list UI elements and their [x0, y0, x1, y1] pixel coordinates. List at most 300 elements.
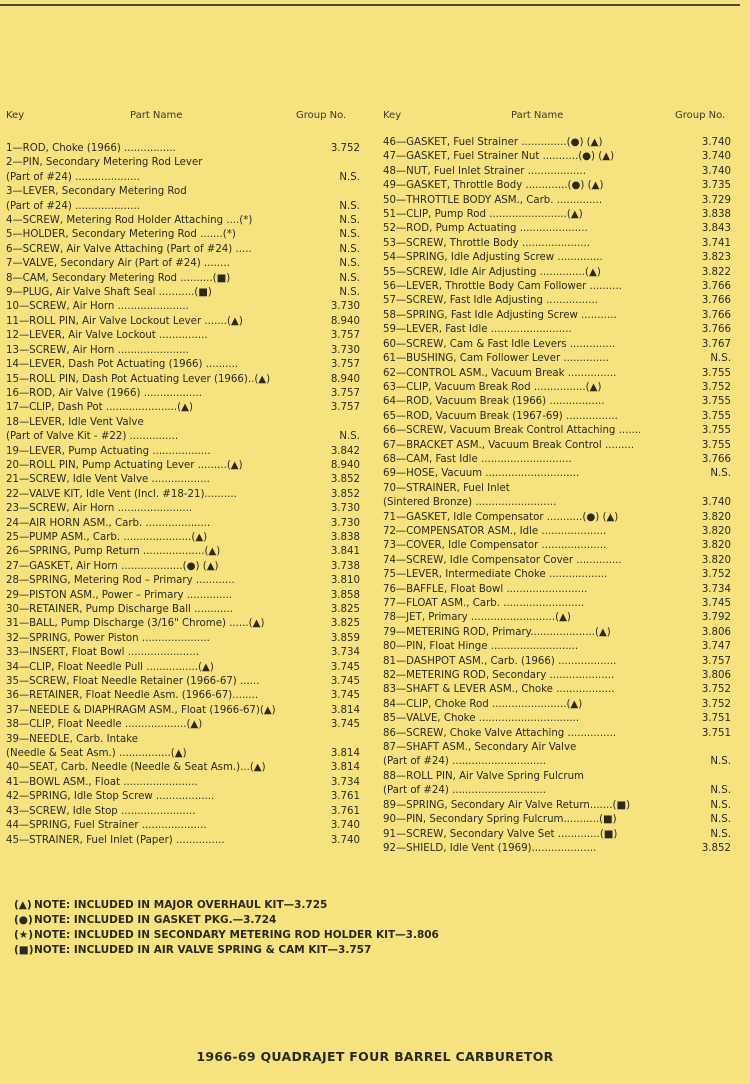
group-number: 3.741: [701, 237, 731, 249]
group-number: 3.738: [330, 560, 360, 572]
group-number: 3.820: [701, 511, 731, 523]
part-description: 29—PISTON ASM., Power – Primary ..............: [6, 589, 233, 601]
parts-row: [383, 539, 745, 553]
parts-column-left: [6, 110, 368, 848]
part-description: 65—ROD, Vacuum Break (1967-69) ................: [383, 410, 618, 422]
group-number: 3.757: [701, 655, 731, 667]
group-number: 3.730: [330, 344, 360, 356]
part-description: 36—RETAINER, Float Needle Asm. (1966-67)........: [6, 690, 259, 702]
parts-row: [6, 675, 368, 689]
parts-row: [6, 617, 368, 631]
group-number: 3.825: [330, 618, 360, 630]
parts-row: [6, 243, 368, 257]
parts-row: [6, 488, 368, 502]
part-description: 30—RETAINER, Pump Discharge Ball ............: [6, 604, 233, 615]
group-number: 3.858: [330, 589, 360, 601]
part-description: 5—HOLDER, Secondary Metering Rod .......(*): [6, 229, 236, 241]
group-number: N.S.: [339, 243, 360, 255]
parts-row: [6, 228, 368, 242]
parts-row: [6, 214, 368, 228]
parts-row: [383, 799, 745, 813]
group-number: N.S.: [710, 756, 731, 768]
part-description: 72—COMPENSATOR ASM., Idle ....................: [383, 525, 607, 537]
part-description: 56—LEVER, Throttle Body Cam Follower ..........: [383, 281, 622, 293]
part-description: 55—SCREW, Idle Air Adjusting ..............(▲): [383, 266, 601, 278]
parts-row: [6, 560, 368, 574]
parts-row: [6, 545, 368, 559]
parts-row: [383, 323, 745, 337]
parts-row: [6, 200, 368, 214]
parts-row: [383, 280, 745, 294]
group-number: 8.940: [330, 315, 360, 327]
part-description: 81—DASHPOT ASM., Carb. (1966) ..................: [383, 655, 617, 667]
group-number: 3.745: [330, 690, 360, 702]
group-number: 3.814: [330, 748, 360, 760]
group-number: 3.814: [330, 762, 360, 774]
parts-row: [383, 294, 745, 308]
part-description: 75—LEVER, Intermediate Choke ..................: [383, 569, 608, 581]
parts-row: [383, 669, 745, 683]
part-description: 82—METERING ROD, Secondary ....................: [383, 670, 615, 682]
parts-row: [6, 661, 368, 675]
part-description: 35—SCREW, Float Needle Retainer (1966-67) ......: [6, 676, 260, 688]
parts-row: [383, 266, 745, 280]
parts-row: [383, 842, 745, 856]
group-number: 3.752: [701, 684, 731, 696]
parts-row: [6, 185, 368, 199]
group-number: 3.740: [701, 151, 731, 163]
parts-row: [6, 790, 368, 804]
part-description: 83—SHAFT & LEVER ASM., Choke ..................: [383, 684, 615, 696]
part-description: 13—SCREW, Air Horn ......................: [6, 344, 189, 356]
parts-row: [383, 352, 745, 366]
group-number: 3.745: [330, 676, 360, 688]
part-description: 70—STRAINER, Fuel Inlet: [383, 482, 510, 494]
part-description: 1—ROD, Choke (1966) ................: [6, 143, 176, 154]
parts-row: [6, 459, 368, 473]
part-description: 71—GASKET, Idle Compensator ...........(●) (▲): [383, 511, 619, 523]
note-symbol-icon: (★): [14, 929, 34, 941]
group-number: 3.755: [701, 439, 731, 451]
group-number: 3.752: [701, 381, 731, 393]
group-no-header: Group No.: [296, 110, 347, 121]
part-description: 10—SCREW, Air Horn ......................: [6, 301, 189, 313]
part-description: (Needle & Seat Asm.) ................(▲): [6, 748, 187, 760]
part-description: 6—SCREW, Air Valve Attaching (Part of #24) .....: [6, 243, 252, 255]
parts-row: [383, 727, 745, 741]
part-description: 20—ROLL PIN, Pump Actuating Lever .........(▲): [6, 459, 243, 471]
part-description: 48—NUT, Fuel Inlet Strainer ..................: [383, 165, 586, 177]
part-description: 84—CLIP, Choke Rod .......................(▲): [383, 698, 583, 710]
group-number: 3.766: [701, 453, 731, 465]
group-number: N.S.: [339, 171, 360, 183]
parts-row: [383, 511, 745, 525]
part-description: 64—ROD, Vacuum Break (1966) .................: [383, 396, 605, 408]
group-number: [318, 156, 368, 170]
group-number: 3.757: [330, 359, 360, 371]
part-description: 58—SPRING, Fast Idle Adjusting Screw ...........: [383, 309, 617, 321]
parts-row: [6, 401, 368, 415]
group-number: 3.810: [330, 575, 360, 587]
part-description: 14—LEVER, Dash Pot Actuating (1966) ..........: [6, 359, 239, 371]
part-description: 9—PLUG, Air Valve Shaft Seal ...........(■): [6, 287, 212, 299]
part-description: (Part of #24) ....................: [6, 171, 140, 183]
parts-row: [383, 410, 745, 424]
group-number: 3.806: [701, 670, 731, 682]
parts-row: [383, 683, 745, 697]
group-number: 3.752: [701, 698, 731, 710]
part-description: 41—BOWL ASM., Float .......................: [6, 776, 198, 788]
group-number: [699, 741, 745, 755]
group-number: 3.734: [701, 583, 731, 595]
note-text: NOTE: INCLUDED IN SECONDARY METERING ROD HOLDER KIT—3.806: [34, 929, 439, 941]
parts-row: [6, 430, 368, 444]
group-number: 8.940: [330, 459, 360, 471]
parts-row: [383, 525, 745, 539]
group-number: [699, 482, 745, 496]
part-description: 8—CAM, Secondary Metering Rod ..........(■): [6, 272, 231, 284]
parts-row: [383, 626, 745, 640]
group-number: N.S.: [710, 814, 731, 826]
part-description: (Part of #24) .............................: [383, 756, 547, 768]
group-number: 3.843: [701, 223, 731, 235]
parts-row: [6, 733, 368, 747]
parts-row: [383, 136, 745, 150]
parts-row: [383, 770, 745, 784]
parts-row: [383, 309, 745, 323]
parts-row: [6, 315, 368, 329]
group-number: N.S.: [710, 785, 731, 797]
parts-row: [6, 329, 368, 343]
part-description: 52—ROD, Pump Actuating .....................: [383, 223, 588, 235]
group-number: 3.820: [701, 540, 731, 552]
part-description: 33—INSERT, Float Bowl ......................: [6, 647, 199, 659]
part-description: 3—LEVER, Secondary Metering Rod: [6, 186, 187, 198]
parts-row: [383, 496, 745, 510]
note-line: [14, 913, 439, 928]
group-number: 3.841: [330, 546, 360, 558]
parts-row: [383, 741, 745, 755]
parts-row: [383, 712, 745, 726]
part-description: 86—SCREW, Choke Valve Attaching ...............: [383, 727, 617, 739]
part-description: (Part of #24) .............................: [383, 785, 547, 797]
part-description: 28—SPRING, Metering Rod – Primary ............: [6, 575, 235, 587]
part-description: 63—CLIP, Vacuum Break Rod ................(▲): [383, 381, 602, 393]
group-number: 3.745: [330, 719, 360, 731]
part-description: 66—SCREW, Vacuum Break Control Attaching .......: [383, 425, 642, 437]
parts-row: [383, 755, 745, 769]
part-description: 21—SCREW, Idle Vent Valve ..................: [6, 474, 210, 486]
parts-row: [6, 373, 368, 387]
part-description: 38—CLIP, Float Needle ...................(▲): [6, 719, 203, 731]
part-description: 11—ROLL PIN, Air Valve Lockout Lever .......(▲): [6, 315, 243, 327]
part-description: (Part of Valve Kit - #22) ...............: [6, 431, 179, 443]
part-description: 77—FLOAT ASM., Carb. .........................: [383, 598, 585, 609]
part-name-header: Part Name: [511, 110, 564, 121]
parts-row: [6, 776, 368, 790]
group-number: N.S.: [339, 258, 360, 270]
group-number: 3.735: [701, 180, 731, 192]
group-number: 3.766: [701, 309, 731, 321]
part-description: 47—GASKET, Fuel Strainer Nut ...........(●) (▲): [383, 151, 615, 163]
parts-row: [6, 387, 368, 401]
parts-row: [6, 300, 368, 314]
group-number: 3.852: [701, 842, 731, 854]
parts-row: [6, 272, 368, 286]
part-description: 92—SHIELD, Idle Vent (1969)....................: [383, 842, 597, 854]
note-line: [14, 898, 439, 913]
group-number: N.S.: [710, 353, 731, 365]
part-description: 53—SCREW, Throttle Body .....................: [383, 237, 590, 249]
group-number: 3.734: [330, 776, 360, 788]
part-description: 88—ROLL PIN, Air Valve Spring Fulcrum: [383, 770, 584, 782]
parts-row: [383, 482, 745, 496]
group-number: 3.755: [701, 396, 731, 408]
part-description: 78—JET, Primary ..........................(▲): [383, 612, 571, 624]
parts-row: [383, 208, 745, 222]
group-number: [699, 770, 745, 784]
group-number: 3.761: [330, 805, 360, 817]
part-description: 57—SCREW, Fast Idle Adjusting ................: [383, 295, 598, 307]
part-description: 85—VALVE, Choke ...............................: [383, 713, 580, 725]
parts-row: [6, 646, 368, 660]
parts-row: [383, 698, 745, 712]
group-number: 3.747: [701, 641, 731, 653]
group-number: 3.820: [701, 554, 731, 566]
parts-row: [6, 819, 368, 833]
group-number: 3.757: [330, 330, 360, 342]
part-description: 67—BRACKET ASM., Vacuum Break Control .........: [383, 439, 635, 451]
parts-row: [383, 237, 745, 251]
part-description: 37—NEEDLE & DIAPHRAGM ASM., Float (1966-67)(▲): [6, 704, 276, 716]
group-number: N.S.: [339, 215, 360, 227]
parts-row: [6, 142, 368, 156]
notes-section: [14, 898, 439, 958]
group-number: 3.751: [701, 727, 731, 739]
group-number: 3.740: [330, 834, 360, 846]
parts-row: [383, 597, 745, 611]
note-symbol-icon: (▲): [14, 899, 32, 911]
part-description: 68—CAM, Fast Idle ............................: [383, 453, 572, 465]
part-description: (Part of #24) ....................: [6, 200, 140, 212]
group-number: N.S.: [339, 272, 360, 284]
parts-row: [383, 453, 745, 467]
part-description: 25—PUMP ASM., Carb. .....................(▲): [6, 531, 208, 543]
parts-row: [383, 784, 745, 798]
part-description: 19—LEVER, Pump Actuating ..................: [6, 445, 211, 457]
part-description: 61—BUSHING, Cam Follower Lever ..............: [383, 353, 609, 365]
parts-row: [383, 367, 745, 381]
part-description: 76—BAFFLE, Float Bowl .........................: [383, 583, 588, 595]
part-description: 73—COVER, Idle Compensator ....................: [383, 540, 607, 552]
part-description: 2—PIN, Secondary Metering Rod Lever: [6, 157, 203, 169]
group-number: 3.767: [701, 338, 731, 350]
parts-row: [6, 171, 368, 185]
part-description: 90—PIN, Secondary Spring Fulcrum...........(■): [383, 814, 617, 826]
parts-row: [6, 834, 368, 848]
part-description: 24—AIR HORN ASM., Carb. ....................: [6, 517, 211, 529]
parts-row: [6, 445, 368, 459]
part-description: 87—SHAFT ASM., Secondary Air Valve: [383, 742, 577, 754]
parts-row: [383, 222, 745, 236]
parts-row: [6, 156, 368, 170]
parts-row: [383, 813, 745, 827]
group-number: 3.820: [701, 525, 731, 537]
group-number: N.S.: [710, 799, 731, 811]
part-description: 18—LEVER, Idle Vent Valve: [6, 416, 144, 428]
column-header: [6, 110, 368, 134]
group-number: 3.838: [701, 209, 731, 221]
parts-list-right: [383, 136, 745, 856]
parts-row: [6, 603, 368, 617]
column-header: [383, 110, 745, 134]
note-line: [14, 928, 439, 943]
parts-row: [383, 150, 745, 164]
part-description: 12—LEVER, Air Valve Lockout ...............: [6, 330, 208, 342]
group-number: 3.740: [701, 165, 731, 177]
group-number: 3.755: [701, 410, 731, 422]
part-description: 49—GASKET, Throttle Body .............(●) (▲): [383, 180, 604, 192]
parts-row: [6, 416, 368, 430]
group-number: N.S.: [339, 229, 360, 241]
group-number: N.S.: [339, 287, 360, 299]
parts-row: [6, 531, 368, 545]
part-description: 50—THROTTLE BODY ASM., Carb. ..............: [383, 194, 603, 206]
part-description: 26—SPRING, Pump Return ...................(▲): [6, 546, 221, 558]
group-number: 3.752: [330, 143, 360, 154]
group-number: 3.730: [330, 503, 360, 515]
part-description: 17—CLIP, Dash Pot ......................(▲): [6, 402, 193, 414]
group-number: 3.838: [330, 531, 360, 543]
parts-row: [6, 689, 368, 703]
parts-list-left: [6, 142, 368, 848]
parts-row: [383, 611, 745, 625]
page-footer-title: 1966-69 QUADRAJET FOUR BARREL CARBURETOR: [196, 1049, 554, 1064]
part-description: 45—STRAINER, Fuel Inlet (Paper) ...............: [6, 834, 225, 846]
group-number: N.S.: [339, 431, 360, 443]
parts-row: [383, 165, 745, 179]
parts-row: [383, 467, 745, 481]
part-description: 62—CONTROL ASM., Vacuum Break ...............: [383, 367, 617, 379]
group-number: 3.755: [701, 425, 731, 437]
group-number: 3.852: [330, 474, 360, 486]
group-number: 3.730: [330, 517, 360, 529]
parts-row: [6, 747, 368, 761]
note-text: NOTE: INCLUDED IN AIR VALVE SPRING & CAM KIT—3.757: [34, 944, 372, 956]
parts-column-right: [383, 110, 745, 856]
part-description: 54—SPRING, Idle Adjusting Screw ..............: [383, 252, 603, 264]
group-number: N.S.: [710, 468, 731, 480]
group-number: 3.792: [701, 612, 731, 624]
group-number: 3.740: [701, 497, 731, 509]
group-no-header: Group No.: [675, 110, 726, 121]
parts-row: [383, 828, 745, 842]
parts-row: [6, 358, 368, 372]
part-description: 7—VALVE, Secondary Air (Part of #24) ........: [6, 258, 230, 270]
parts-row: [6, 805, 368, 819]
part-description: 34—CLIP, Float Needle Pull ................(▲): [6, 661, 214, 673]
note-text: NOTE: INCLUDED IN GASKET PKG.—3.724: [34, 914, 277, 926]
parts-row: [6, 704, 368, 718]
group-number: 3.766: [701, 324, 731, 336]
part-description: 43—SCREW, Idle Stop .......................: [6, 805, 196, 817]
part-name-header: Part Name: [130, 110, 183, 121]
group-number: 3.842: [330, 445, 360, 457]
part-description: 15—ROLL PIN, Dash Pot Actuating Lever (1966)..(▲): [6, 373, 271, 385]
part-description: 46—GASKET, Fuel Strainer ..............(●) (▲): [383, 137, 603, 148]
group-number: 3.761: [330, 791, 360, 803]
group-number: 3.734: [330, 647, 360, 659]
parts-row: [6, 517, 368, 531]
part-description: 4—SCREW, Metering Rod Holder Attaching ....(*): [6, 215, 253, 227]
parts-row: [383, 439, 745, 453]
parts-row: [383, 179, 745, 193]
note-symbol-icon: (■): [14, 944, 34, 956]
key-header: Key: [383, 110, 402, 121]
group-number: 3.852: [330, 488, 360, 500]
group-number: 3.751: [701, 713, 731, 725]
group-number: 3.740: [330, 820, 360, 832]
part-description: 39—NEEDLE, Carb. Intake: [6, 733, 139, 745]
part-description: 59—LEVER, Fast Idle .........................: [383, 324, 572, 336]
part-description: 89—SPRING, Secondary Air Valve Return.......(■): [383, 799, 631, 811]
part-description: 80—PIN, Float Hinge ...........................: [383, 641, 579, 653]
note-line: [14, 943, 439, 958]
part-description: 22—VALVE KIT, Idle Vent (Incl. #18-21)..........: [6, 488, 237, 500]
parts-row: [383, 568, 745, 582]
parts-row: [383, 194, 745, 208]
group-number: 3.823: [701, 252, 731, 264]
part-description: 91—SCREW, Secondary Valve Set .............(■): [383, 828, 618, 840]
group-number: 3.745: [701, 598, 731, 609]
group-number: 3.729: [701, 194, 731, 206]
parts-row: [6, 589, 368, 603]
parts-row: [6, 502, 368, 516]
part-description: (Sintered Bronze) .........................: [383, 497, 557, 509]
group-number: 3.752: [701, 569, 731, 581]
parts-row: [6, 344, 368, 358]
part-description: 42—SPRING, Idle Stop Screw ..................: [6, 791, 215, 803]
part-description: 44—SPRING, Fuel Strainer ....................: [6, 820, 207, 832]
group-number: 3.814: [330, 704, 360, 716]
parts-row: [383, 395, 745, 409]
parts-row: [383, 338, 745, 352]
parts-row: [6, 761, 368, 775]
part-description: 69—HOSE, Vacuum .............................: [383, 468, 580, 480]
group-number: 3.755: [701, 367, 731, 379]
part-description: 16—ROD, Air Valve (1966) ..................: [6, 387, 202, 399]
part-description: 60—SCREW, Cam & Fast Idle Levers ..............: [383, 338, 616, 350]
parts-row: [383, 424, 745, 438]
parts-row: [6, 632, 368, 646]
part-description: 23—SCREW, Air Horn .......................: [6, 503, 193, 515]
parts-row: [6, 718, 368, 732]
group-number: 3.745: [330, 661, 360, 673]
parts-row: [383, 640, 745, 654]
note-text: NOTE: INCLUDED IN MAJOR OVERHAUL KIT—3.725: [34, 899, 328, 911]
parts-row: [383, 381, 745, 395]
part-description: 51—CLIP, Pump Rod ........................(▲): [383, 209, 583, 221]
parts-row: [383, 554, 745, 568]
group-number: [318, 416, 368, 430]
group-number: 3.757: [330, 387, 360, 399]
note-symbol-icon: (●): [14, 914, 33, 926]
group-number: 3.740: [701, 137, 731, 148]
top-rule: [0, 4, 740, 6]
group-number: [318, 185, 368, 199]
parts-row: [383, 251, 745, 265]
group-number: N.S.: [710, 828, 731, 840]
